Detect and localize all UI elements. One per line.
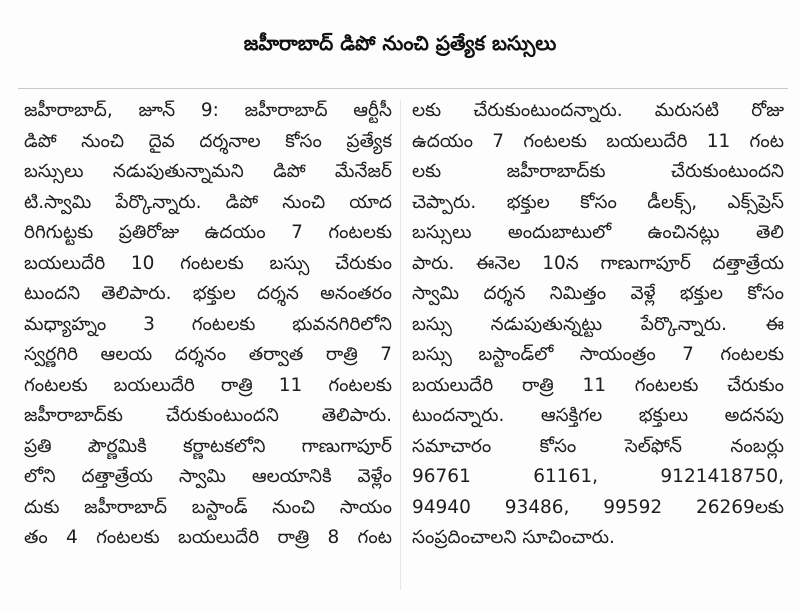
article-line: లకు జహీరాబాద్‌కు చేరుకుంటుందని <box>412 161 784 182</box>
article-line: 96761 61161, 9121418750, <box>412 466 784 487</box>
article-line: బయలుదేరి 10 గంటలకు బస్సు చేరుకుం <box>24 252 392 274</box>
article-line: జహీరాబాద్‌కు చేరుకుంటుందని తెలిపారు. <box>24 405 392 426</box>
article-line: 94940 93486, 99592 26269లకు <box>412 496 784 518</box>
column-divider <box>400 100 401 590</box>
article-line: తం 4 గంటలకు బయలుదేరి రాత్రి 8 గంట <box>24 527 392 548</box>
article-line: జహీరాబాద్, జూన్ 9: జహీరాబాద్ ఆర్టీసీ <box>24 100 392 121</box>
article-line: ప్రతి పౌర్ణమికి కర్ణాటకలోని గాణుగాపూర్ <box>24 435 392 457</box>
article-line: ఉదయం 7 గంటలకు బయలుదేరి 11 గంట <box>412 130 784 152</box>
article-line: బస్సులు నడుపుతున్నామని డిపో మేనేజర్ <box>24 161 392 182</box>
article-line: లకు చేరుకుంటుందన్నారు. మరుసటి రోజు <box>412 100 784 121</box>
article-line: లోని దత్తాత్రేయ స్వామి ఆలయానికి వెళ్లేం <box>24 466 392 487</box>
article-column-left <box>24 96 392 554</box>
article-line: టుందని తెలిపారు. భక్తుల దర్శన అనంతరం <box>24 283 392 304</box>
article-column-right <box>412 96 784 554</box>
article-line: బస్సు నడుపుతున్నట్టు పేర్కొన్నారు. ఈ <box>412 313 784 335</box>
article-line: బయలుదేరి రాత్రి 11 గంటలకు చేరుకుం <box>412 374 784 396</box>
article-line: మధ్యాహ్నం 3 గంటలకు భువనగిరిలోని <box>24 313 392 335</box>
article-line: రిగిగుట్టకు ప్రతిరోజు ఉదయం 7 గంటలకు <box>24 222 392 243</box>
article-line: దుకు జహీరాబాద్ బస్టాండ్ నుంచి సాయం <box>24 496 392 518</box>
headline-divider <box>18 88 788 89</box>
article-line: డిపో నుంచి దైవ దర్శనాల కోసం ప్రత్యేక <box>24 130 392 152</box>
article-line: టుందన్నారు. ఆసక్తిగల భక్తులు అదనపు <box>412 405 784 426</box>
article-line: బస్సులు అందుబాటులో ఉంచినట్లు తెలి <box>412 222 784 243</box>
article-line: స్వామి దర్శన నిమిత్తం వెళ్లే భక్తుల కోసం <box>412 283 784 304</box>
article-headline: జహీరాబాద్ డిపో నుంచి ప్రత్యేక బస్సులు <box>243 30 557 55</box>
article-line: సంప్రదించాలని సూచించారు. <box>412 527 615 548</box>
article-line: సమాచారం కోసం సెల్‌ఫోన్ నంబర్లు <box>412 435 784 457</box>
article-line: గంటలకు బయలుదేరి రాత్రి 11 గంటలకు <box>24 374 392 396</box>
article-line: చెప్పారు. భక్తుల కోసం డీలక్స్, ఎక్స్‌ప్రెస్ <box>412 191 784 213</box>
article-line: పారు. ఈనెల 10న గాణుగాపూర్ దత్తాత్రేయ <box>412 252 784 274</box>
article-line: బస్సు బస్టాండ్‌లో సాయంత్రం 7 గంటలకు <box>412 344 784 365</box>
article-line: స్వర్ణగిరి ఆలయ దర్శనం తర్వాత రాత్రి 7 <box>24 344 392 365</box>
article-line: టి.స్వామి పేర్కొన్నారు. డిపో నుంచి యాద <box>24 191 392 213</box>
